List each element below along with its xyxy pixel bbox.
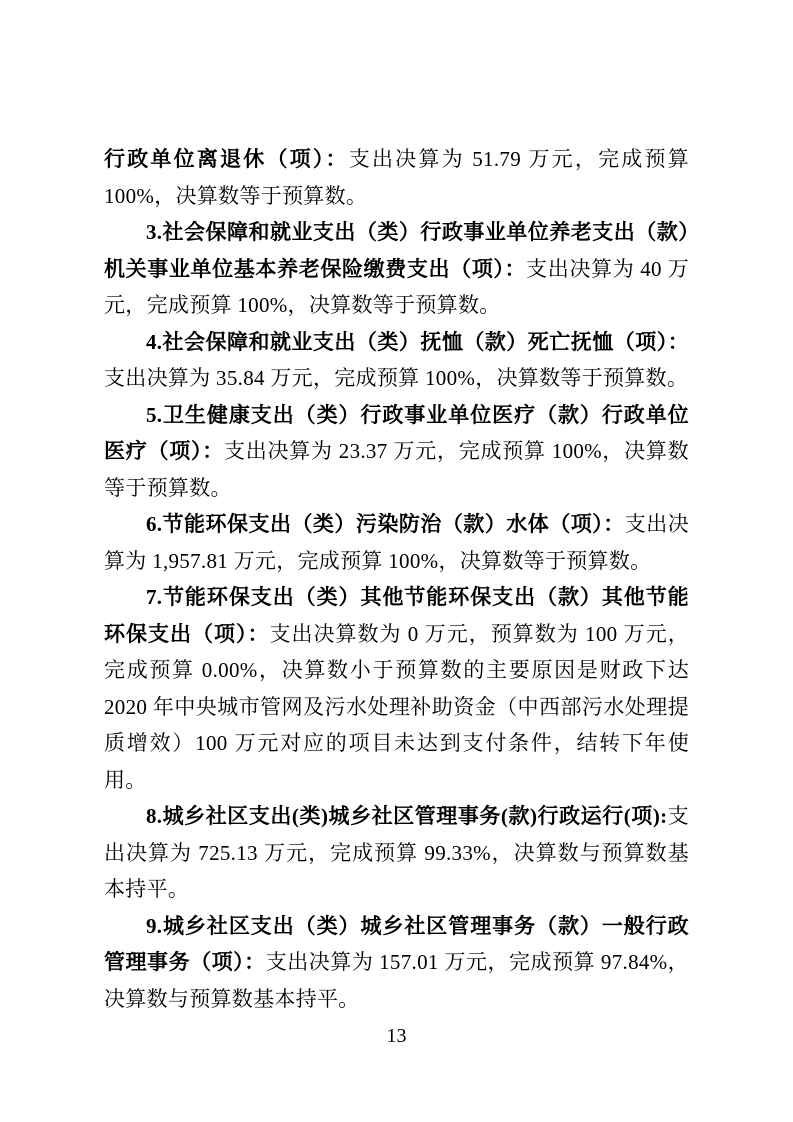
paragraph-lead: 4.社会保障和就业支出（类）抚恤（款）死亡抚恤（项）：: [146, 329, 689, 354]
paragraph: [104, 397, 689, 507]
page-number: 13: [386, 1025, 407, 1047]
document-body: [104, 141, 689, 1017]
paragraph-body: 支出决算数为 0 万元，预算数为 100 万元，完成预算 0.00%，决算数小于预算数的主要原因是财政下达 2020 年中央城市管网及污水处理补助资金（中西部污水处理提质增效）100 万元对应的项目未达到支付条件，结转下年使用。: [104, 621, 689, 792]
paragraph-body: 支出决算为 157.01 万元，完成预算 97.84%，决算数与预算数基本持平。: [104, 950, 689, 1011]
paragraph-lead: 5.卫生健康支出（类）行政事业单位医疗（款）行政单位医疗（项）：: [104, 402, 689, 463]
paragraph-body: 支出决算为 40 万元，完成预算 100%，决算数等于预算数。: [104, 256, 690, 317]
paragraph-body: 支出决算为 23.37 万元，完成预算 100%，决算数等于预算数。: [104, 439, 689, 500]
paragraph: [104, 141, 689, 214]
paragraph-body: 支出决算为 1,957.81 万元，完成预算 100%，决算数等于预算数。: [104, 512, 689, 573]
paragraph-lead: 9.城乡社区支出（类）城乡社区管理事务（款）一般行政管理事务（项）：: [104, 913, 689, 974]
paragraph: [104, 908, 689, 1018]
paragraph-lead: 3.社会保障和就业支出（类）行政事业单位养老支出（款）机关事业单位基本养老保险缴费支出（项）：: [104, 220, 689, 281]
paragraph: [104, 506, 689, 579]
paragraph-lead: 行政单位离退休（项）：: [104, 147, 349, 171]
paragraph-body: 支出决算为 725.13 万元，完成预算 99.33%，决算数与预算数基本持平。: [104, 804, 689, 901]
paragraph-body: 支出决算为 51.79 万元，完成预算 100%，决算数等于预算数。: [104, 147, 689, 208]
paragraph: [104, 324, 689, 397]
paragraph: [104, 214, 689, 324]
paragraph: [104, 798, 689, 908]
paragraph-lead: 8.城乡社区支出(类)城乡社区管理事务(款)行政运行(项):: [146, 804, 668, 828]
paragraph-body: 支出决算为 35.84 万元，完成预算 100%，决算数等于预算数。: [104, 366, 689, 390]
paragraph: [104, 579, 689, 798]
paragraph-lead: 6.节能环保支出（类）污染防治（款）水体（项）：: [146, 512, 625, 536]
paragraph-lead: 7.节能环保支出（类）其他节能环保支出（款）其他节能环保支出（项）：: [104, 585, 689, 646]
